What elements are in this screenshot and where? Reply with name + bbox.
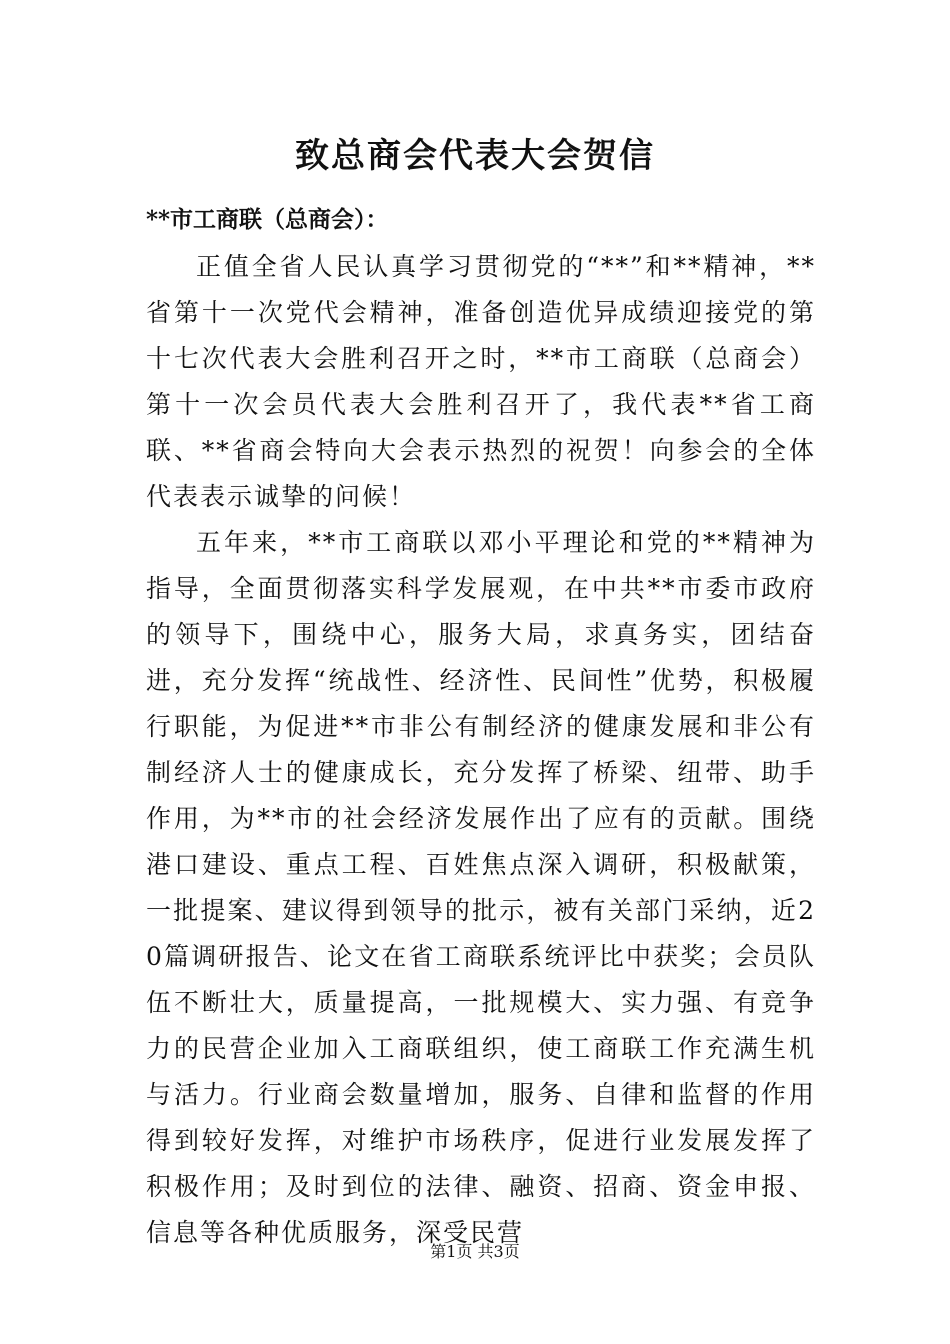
document-title: 致总商会代表大会贺信: [295, 136, 655, 176]
paragraph: 正值全省人民认真学习贯彻党的“**”和**精神，**省第十一次党代会精神，准备创造优异成绩迎接党的第十七次代表大会胜利召开之时，**市工商联（总商会）第十一次会员代表大会胜利召开了，我代表**省工商联、**省商会特向大会表示热烈的祝贺！向参会的全体代表表示诚挚的问候！: [146, 252, 816, 511]
salutation: **市工商联（总商会）：: [146, 206, 389, 233]
page-number: 第1页 共3页: [430, 1242, 520, 1261]
letter-body: [146, 244, 816, 1256]
paragraph: 五年来，**市工商联以邓小平理论和党的**精神为指导，全面贯彻落实科学发展观，在中共**市委市政府的领导下，围绕中心，服务大局，求真务实，团结奋进，充分发挥“统战性、经济性、民间性”优势，积极履行职能，为促进**市非公有制经济的健康发展和非公有制经济人士的健康成长，充分发挥了桥梁、纽带、助手作用，为**市的社会经济发展作出了应有的贡献。围绕港口建设、重点工程、百姓焦点深入调研，积极献策，一批提案、建议得到领导的批示，被有关部门采纳，近20篇调研报告、论文在省工商联系统评比中获奖；会员队伍不断壮大，质量提高，一批规模大、实力强、有竞争力的民营企业加入工商联组织，使工商联工作充满生机与活力。行业商会数量增加，服务、自律和监督的作用得到较好发挥，对维护市场秩序，促进行业发展发挥了积极作用；及时到位的法律、融资、招商、资金申报、信息等各种优质服务，深受民营: [146, 528, 816, 1247]
